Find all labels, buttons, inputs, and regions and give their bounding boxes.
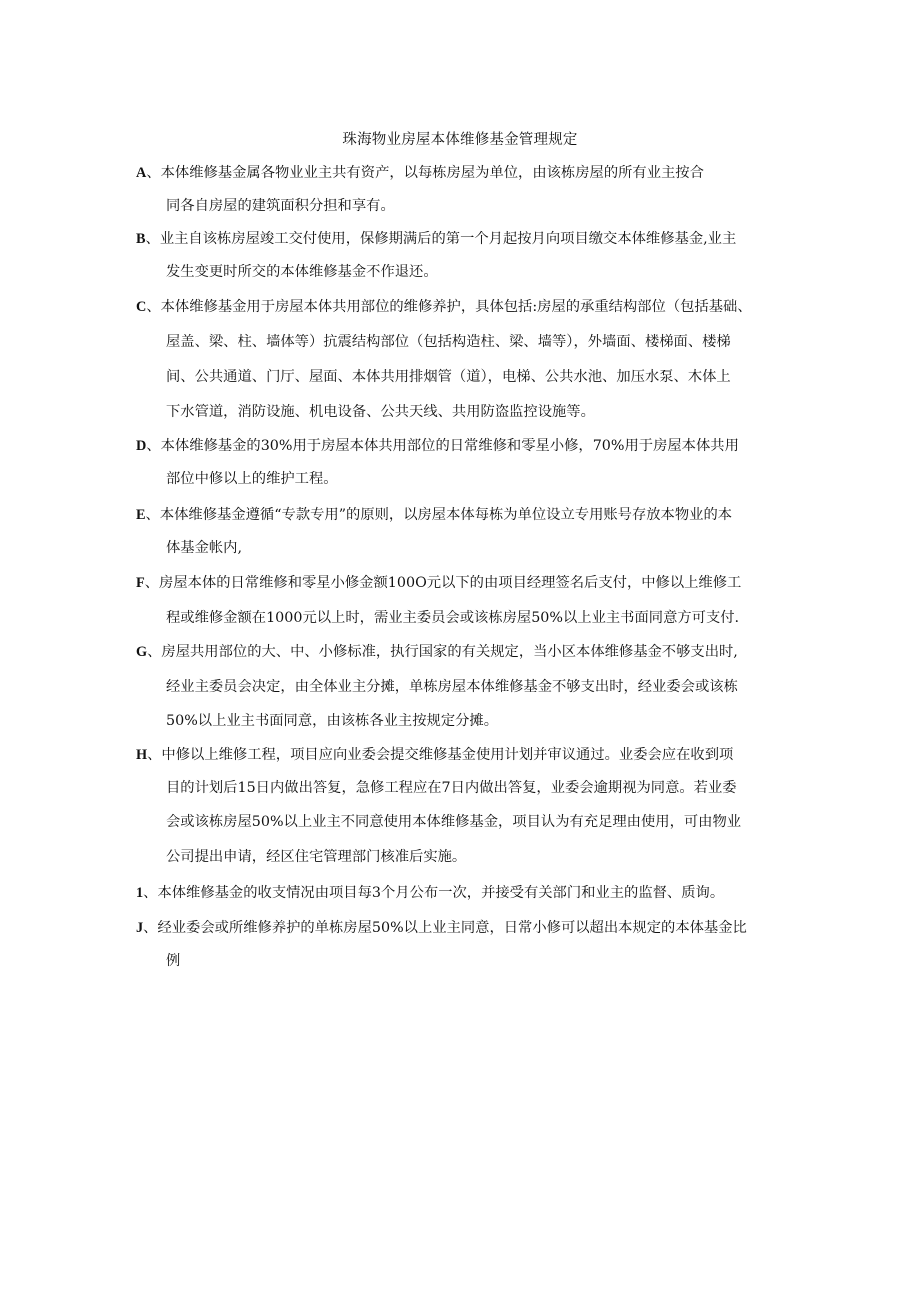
clause-line xyxy=(136,918,747,938)
clause-line xyxy=(136,883,724,903)
clause-text: 、本体维修基金的30%用于房屋本体共用部位的日常维修和零星小修，70%用于房屋本体共用 xyxy=(146,438,739,454)
clause-line xyxy=(136,229,736,249)
clause-line xyxy=(136,297,752,317)
clause-text: 、房屋本体的日常维修和零星小修金额100O元以下的由项目经理签名后支付，中修以上维修工 xyxy=(144,575,742,591)
clause-marker: B xyxy=(136,231,146,247)
clause-marker: H xyxy=(136,747,148,763)
clause-text: 、经业委会或所维修养护的单栋房屋50%以上业主同意，日常小修可以超出本规定的本体基金比 xyxy=(143,920,747,936)
clause-line: 会或该栋房屋50%以上业主不同意使用本体维修基金，项目认为有充足理由使用，可由物业 xyxy=(166,814,742,830)
clause-marker: 1 xyxy=(136,885,144,901)
clause-marker: G xyxy=(136,644,148,660)
clause-marker: C xyxy=(136,299,147,315)
clause-line xyxy=(136,505,732,525)
clause-line: 目的计划后15日内做出答复，急修工程应在7日内做出答复，业委会逾期视为同意。若业委 xyxy=(166,780,737,796)
clause-line: 部位中修以上的维护工程。 xyxy=(166,471,338,487)
clause-text: 、本体维修基金属各物业业主共有资产，以每栋房屋为单位，由该栋房屋的所有业主按合 xyxy=(146,165,704,181)
clause-line: 50%以上业主书面同意，由该栋各业主按规定分摊。 xyxy=(166,713,499,729)
clause-text: 、本体维修基金遵循“专款专用”的原则，以房屋本体每栋为单位设立专用账号存放本物业的本 xyxy=(145,507,733,523)
clause-line: 公司提出申请，经区住宅管理部门核准后实施。 xyxy=(166,849,467,865)
clause-text: 、本体维修基金的收支情况由项目每3个月公布一次，并接受有关部门和业主的监督、质询。 xyxy=(143,885,725,901)
clause-marker: F xyxy=(136,575,145,591)
clause-marker: A xyxy=(136,165,147,181)
clause-line: 发生变更时所交的本体维修基金不作退还。 xyxy=(166,264,438,280)
clause-line: 屋盖、梁、柱、墙体等）抗震结构部位（包括构造柱、梁、墙等），外墙面、楼梯面、楼梯 xyxy=(166,334,731,350)
clause-text: 、中修以上维修工程，项目应向业委会提交维修基金使用计划并审议通过。业委会应在收到项 xyxy=(147,747,734,763)
clause-line xyxy=(136,436,739,456)
clause-line: 下水管道，消防设施、机电设备、公共天线、共用防盗监控设施等。 xyxy=(166,404,595,420)
clause-text: 、本体维修基金用于房屋本体共用部位的维修养护，具体包括:房屋的承重结构部位（包括基础、 xyxy=(146,299,752,315)
clause-line xyxy=(136,745,733,765)
clause-line xyxy=(136,642,738,662)
clause-line xyxy=(136,163,704,183)
clause-line: 经业主委员会决定，由全体业主分摊，单栋房屋本体维修基金不够支出时，经业委会或该栋 xyxy=(166,679,738,695)
clause-marker: E xyxy=(136,507,146,523)
clause-marker: D xyxy=(136,438,147,454)
clause-text: 、业主自该栋房屋竣工交付使用，保修期满后的第一个月起按月向项目缴交本体维修基金,业主 xyxy=(145,231,737,247)
clause-line xyxy=(136,573,741,593)
clause-line: 程或维修金额在1000元以上时，需业主委员会或该栋房屋50%以上业主书面同意方可支付. xyxy=(166,610,740,626)
clause-marker: J xyxy=(136,920,144,936)
document-title: 珠海物业房屋本体维修基金管理规定 xyxy=(342,132,578,148)
clause-text: 、房屋共用部位的大、中、小修标准，执行国家的有关规定，当小区本体维修基金不够支出时, xyxy=(147,644,738,660)
clause-line: 体基金帐内, xyxy=(166,540,243,556)
clause-line: 间、公共通道、门厅、屋面、本体共用排烟管（道），电梯、公共水池、加压水泵、木体上 xyxy=(166,369,731,385)
clause-line: 同各自房屋的建筑面积分担和享有。 xyxy=(166,198,395,214)
clause-line: 例 xyxy=(166,953,181,969)
